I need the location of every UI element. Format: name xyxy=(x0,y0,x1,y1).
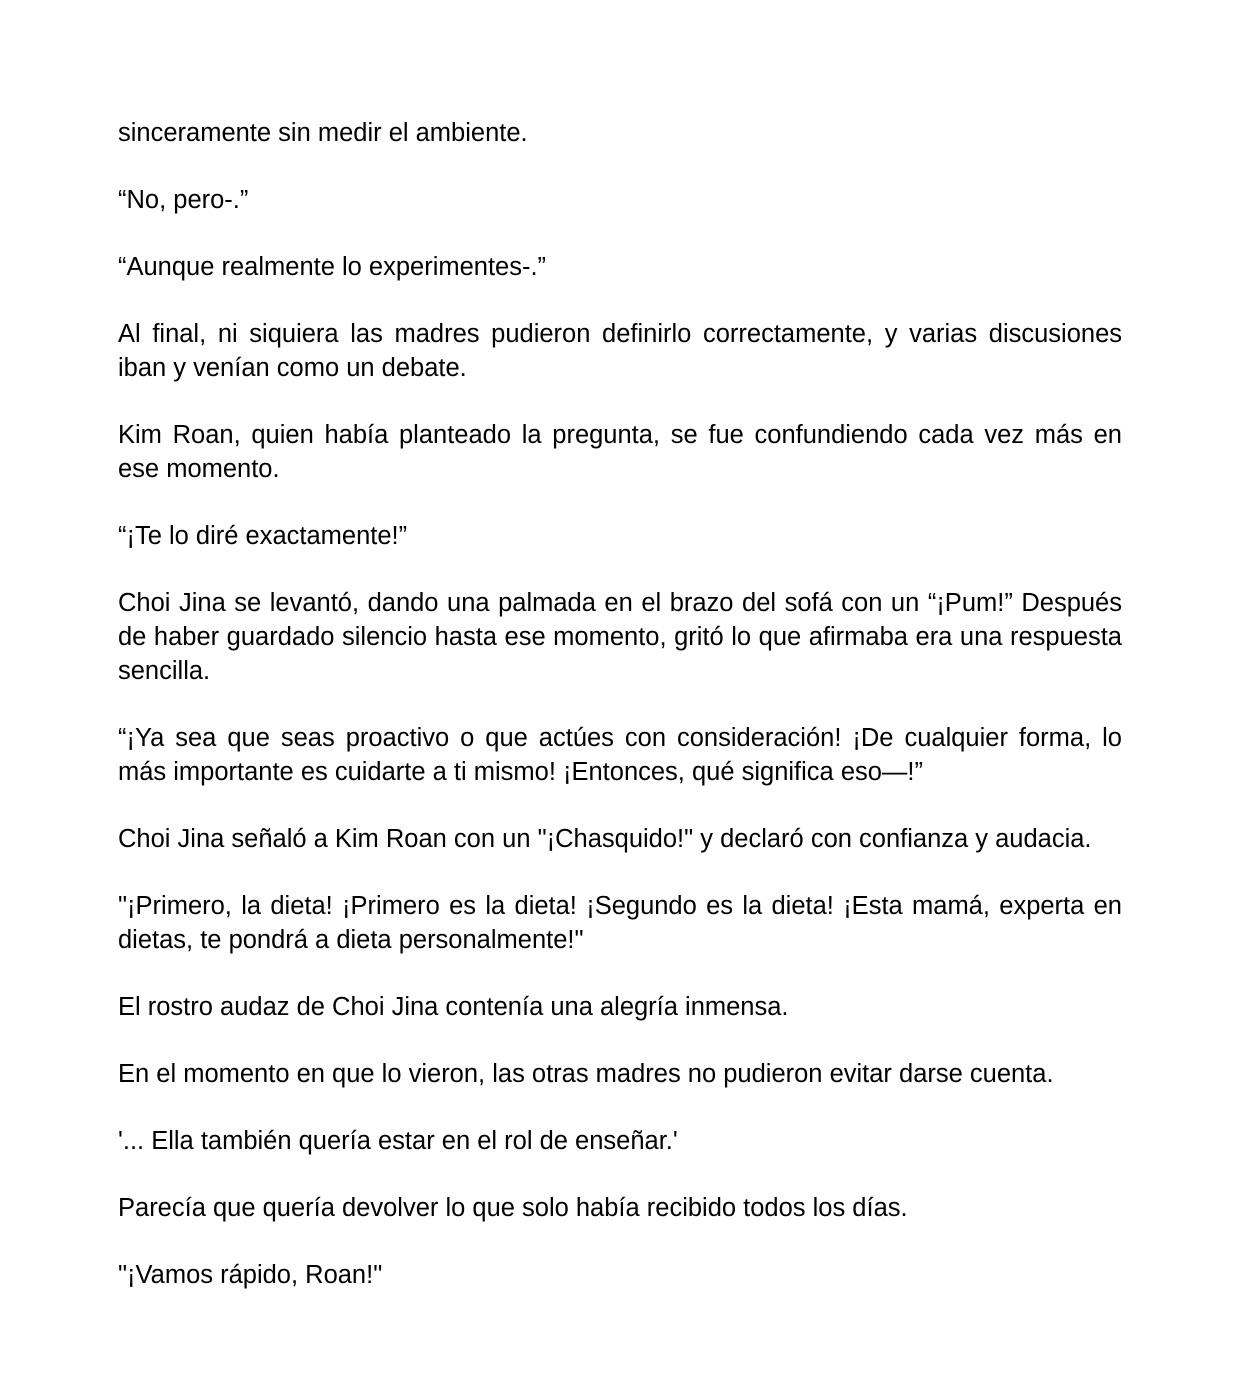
paragraph-3: “Aunque realmente lo experimentes-.” xyxy=(118,253,547,281)
paragraph-14: Parecía que quería devolver lo que solo había recibido todos los días. xyxy=(118,1194,908,1222)
paragraph-1: sinceramente sin medir el ambiente. xyxy=(118,119,528,147)
paragraph-6: “¡Te lo diré exactamente!” xyxy=(118,522,408,550)
paragraph-8: “¡Ya sea que seas proactivo o que actúes con consideración! ¡De cualquier forma, lo más importante es cuidarte a ti mismo! ¡Entonces, qué significa eso—!” xyxy=(118,724,1122,786)
paragraph-15: "¡Vamos rápido, Roan!" xyxy=(118,1261,383,1289)
paragraph-10: "¡Primero, la dieta! ¡Primero es la dieta! ¡Segundo es la dieta! ¡Esta mamá, experta en dietas, te pondrá a dieta personalmente!" xyxy=(118,892,1122,954)
paragraph-13: '... Ella también quería estar en el rol de enseñar.' xyxy=(118,1127,678,1155)
paragraph-5: Kim Roan, quien había planteado la pregunta, se fue confundiendo cada vez más en ese momento. xyxy=(118,421,1122,483)
paragraph-11: El rostro audaz de Choi Jina contenía una alegría inmensa. xyxy=(118,993,789,1021)
paragraph-9: Choi Jina señaló a Kim Roan con un "¡Chasquido!" y declaró con confianza y audacia. xyxy=(118,825,1092,853)
paragraph-7: Choi Jina se levantó, dando una palmada en el brazo del sofá con un “¡Pum!” Después de haber guardado silencio hasta ese momento, gritó lo que afirmaba era una respuesta sencilla. xyxy=(118,589,1122,685)
document-page xyxy=(118,116,1122,1292)
paragraph-4: Al final, ni siquiera las madres pudieron definirlo correctamente, y varias discusiones iban y venían como un debate. xyxy=(118,320,1122,382)
paragraph-12: En el momento en que lo vieron, las otras madres no pudieron evitar darse cuenta. xyxy=(118,1060,1054,1088)
paragraph-2: “No, pero-.” xyxy=(118,186,249,214)
